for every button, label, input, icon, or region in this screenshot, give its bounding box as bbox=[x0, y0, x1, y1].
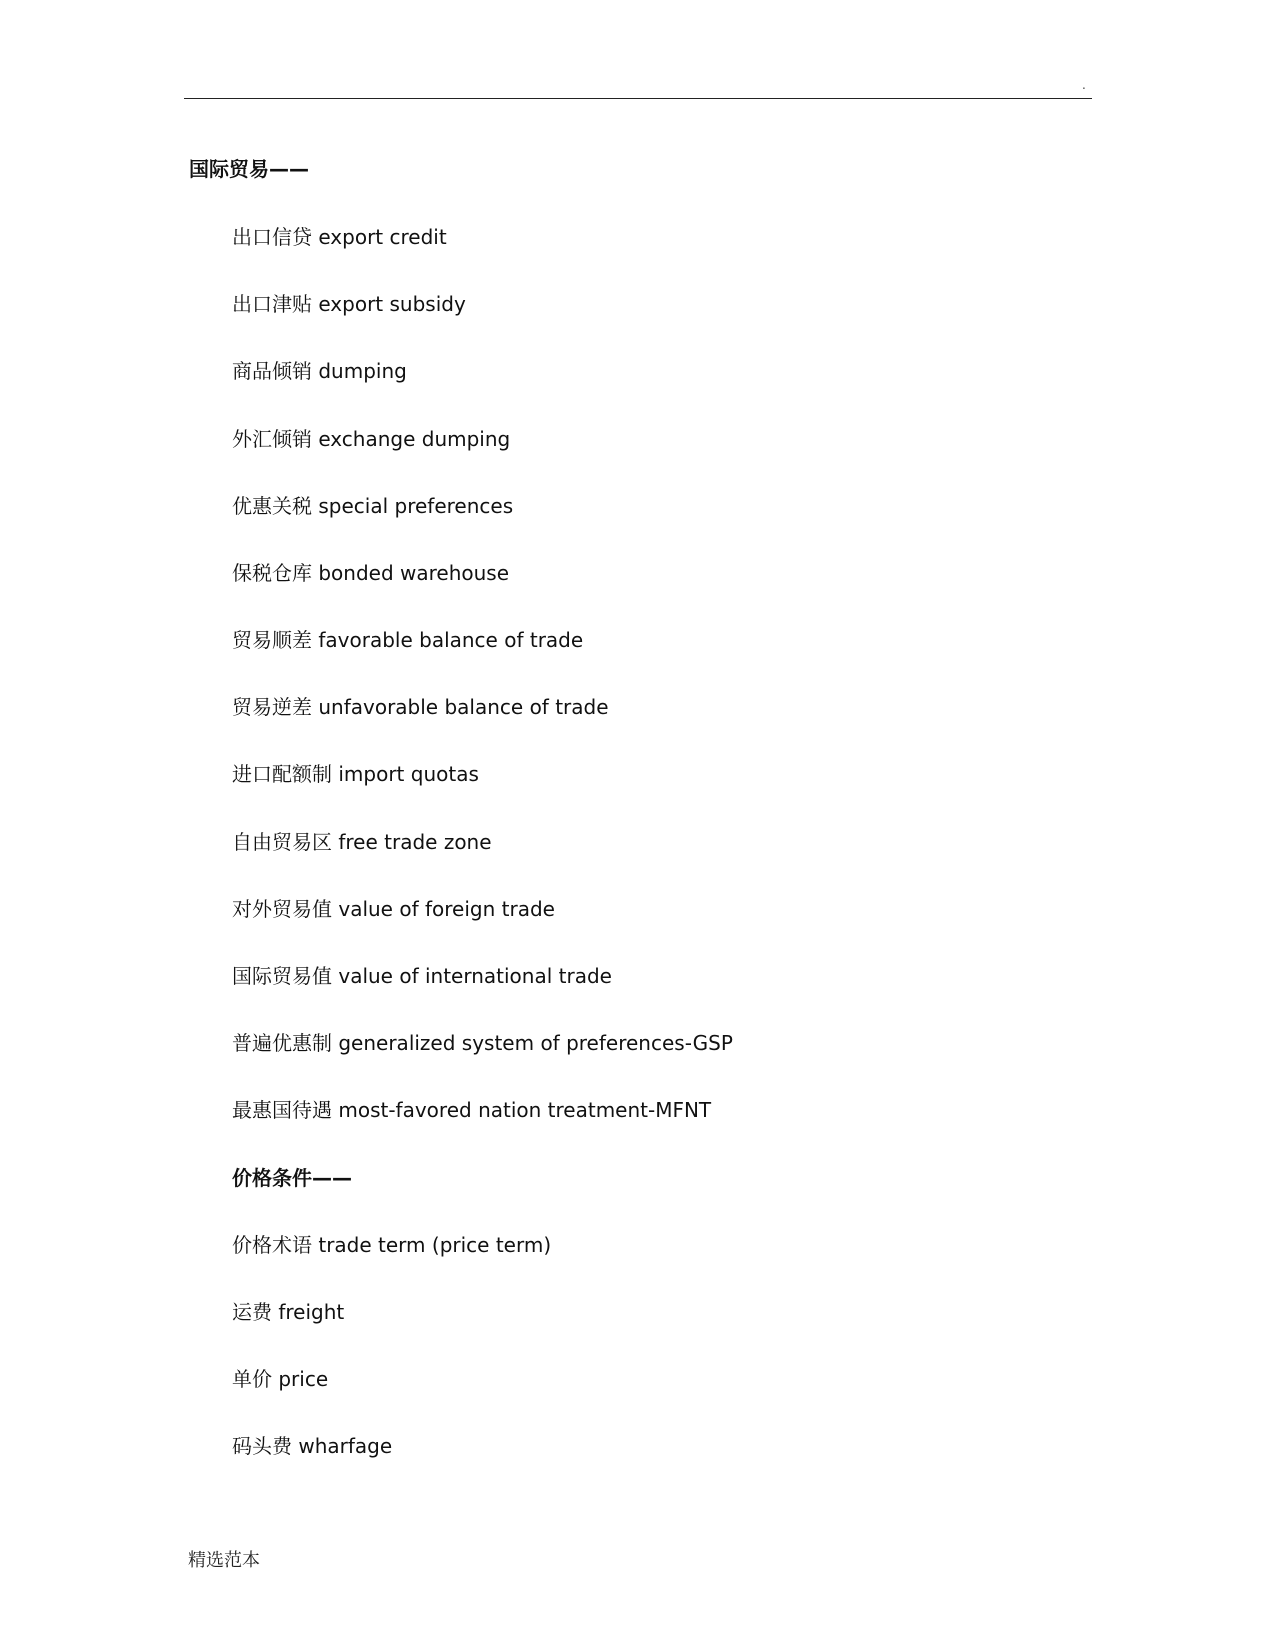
term-entry: 保税仓库 bonded warehouse bbox=[232, 561, 510, 585]
section-title-price-terms: 价格条件—— bbox=[232, 1166, 352, 1190]
term-entry: 普遍优惠制 generalized system of preferences-GSP bbox=[232, 1031, 733, 1055]
term-entry: 单价 price bbox=[232, 1367, 329, 1391]
term-entry: 外汇倾销 exchange dumping bbox=[232, 427, 511, 451]
term-entry: 价格术语 trade term (price term) bbox=[232, 1233, 552, 1257]
header-rule bbox=[184, 98, 1092, 99]
header-mark: . bbox=[1082, 78, 1086, 92]
term-entry: 最惠国待遇 most-favored nation treatment-MFNT bbox=[232, 1098, 712, 1122]
term-entry: 出口信贷 export credit bbox=[232, 225, 447, 249]
term-entry: 商品倾销 dumping bbox=[232, 359, 407, 383]
section-title-international-trade: 国际贸易—— bbox=[189, 157, 309, 181]
term-entry: 出口津贴 export subsidy bbox=[232, 292, 466, 316]
term-entry: 运费 freight bbox=[232, 1300, 345, 1324]
term-entry: 码头费 wharfage bbox=[232, 1434, 393, 1458]
term-entry: 贸易逆差 unfavorable balance of trade bbox=[232, 695, 609, 719]
term-entry: 优惠关税 special preferences bbox=[232, 494, 514, 518]
term-entry: 国际贸易值 value of international trade bbox=[232, 964, 612, 988]
term-entry: 自由贸易区 free trade zone bbox=[232, 830, 492, 854]
term-entry: 进口配额制 import quotas bbox=[232, 762, 479, 786]
term-entry: 贸易顺差 favorable balance of trade bbox=[232, 628, 584, 652]
term-entry: 对外贸易值 value of foreign trade bbox=[232, 897, 555, 921]
footer-label: 精选范本 bbox=[188, 1550, 260, 1571]
